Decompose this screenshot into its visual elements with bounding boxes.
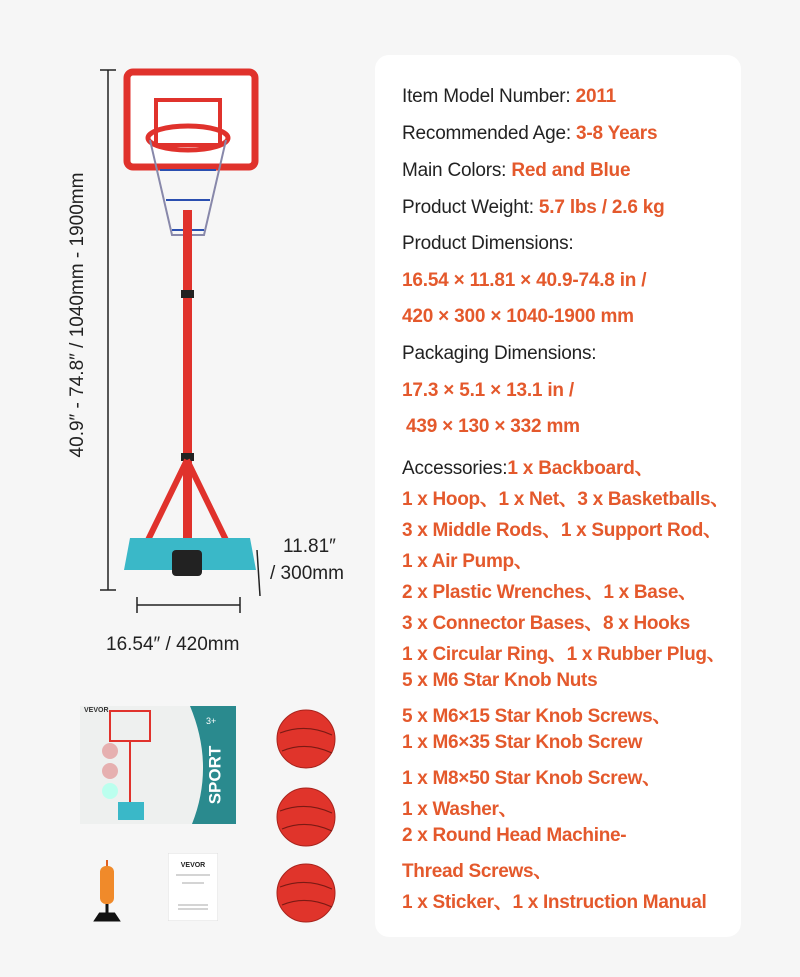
label: Accessories: [402,458,508,479]
spec-dims-mm: 420 × 300 × 1040-1900 mm [402,306,634,327]
value: 5.7 lbs / 2.6 kg [538,197,665,218]
value: 2011 [575,86,617,107]
accessory-item: 3 x Middle Rods、1 x Support Rod、 [402,520,722,541]
basketballs [272,705,342,935]
manual-brand: VEVOR [180,862,206,869]
label: Product Weight: [402,197,539,218]
label: Main Colors: [402,160,512,181]
width-dimension: 16.54″ / 420mm [106,634,240,655]
accessory-item: 1 x Sticker、1 x Instruction Manual [402,892,707,913]
label: Item Model Number: [402,86,576,107]
spec-model [402,86,616,108]
accessory-item: 1 x Circular Ring、1 x Rubber Plug、 [402,644,726,665]
accessory-item: 1 x M6×35 Star Knob Screw [402,732,643,753]
accessory-item: 1 x Air Pump、 [402,551,533,572]
package-brand: VEVOR [84,707,109,714]
depth-dimension-2: / 300mm [270,563,344,584]
accessory-item: 1 x Backboard、 [507,458,654,479]
accessory-item: 5 x M6 Star Knob Nuts [402,670,598,691]
height-dimension: 40.9″ - 74.8″ / 1040mm - 1900mm [67,172,88,458]
value: 3-8 Years [576,123,658,144]
accessory-item: 5 x M6×15 Star Knob Screws、 [402,706,672,727]
spec-colors [402,160,630,182]
accessory-item: 1 x Hoop、1 x Net、3 x Basketballs、 [402,489,729,510]
accessory-item: 1 x Washer、 [402,799,518,820]
spec-dims-label: Product Dimensions: [402,233,574,254]
spec-weight [402,197,665,219]
spec-pack-mm: 439 × 130 × 332 mm [406,416,580,437]
spec-pack-in: 17.3 × 5.1 × 13.1 in / [402,380,574,401]
accessory-item: 2 x Plastic Wrenches、1 x Base、 [402,582,697,603]
air-pump-icon [92,860,122,928]
spec-age [402,123,657,145]
accessory-item: 3 x Connector Bases、8 x Hooks [402,613,691,634]
accessory-item: Thread Screws、 [402,861,552,882]
accessory-item: 2 x Round Head Machine- [402,825,627,846]
package-age-badge: 3+ [206,716,217,726]
spec-dims-in: 16.54 × 11.81 × 40.9-74.8 in / [402,270,647,291]
value: Red and Blue [511,160,631,181]
spec-pack-label: Packaging Dimensions: [402,343,597,364]
label: Recommended Age: [402,123,577,144]
package-sport-text: SPORT [205,745,225,805]
instruction-manual [168,853,218,921]
spec-accessories [402,453,653,480]
depth-dimension-1: 11.81″ [283,536,336,557]
accessory-item: 1 x M8×50 Star Knob Screw、 [402,768,661,789]
